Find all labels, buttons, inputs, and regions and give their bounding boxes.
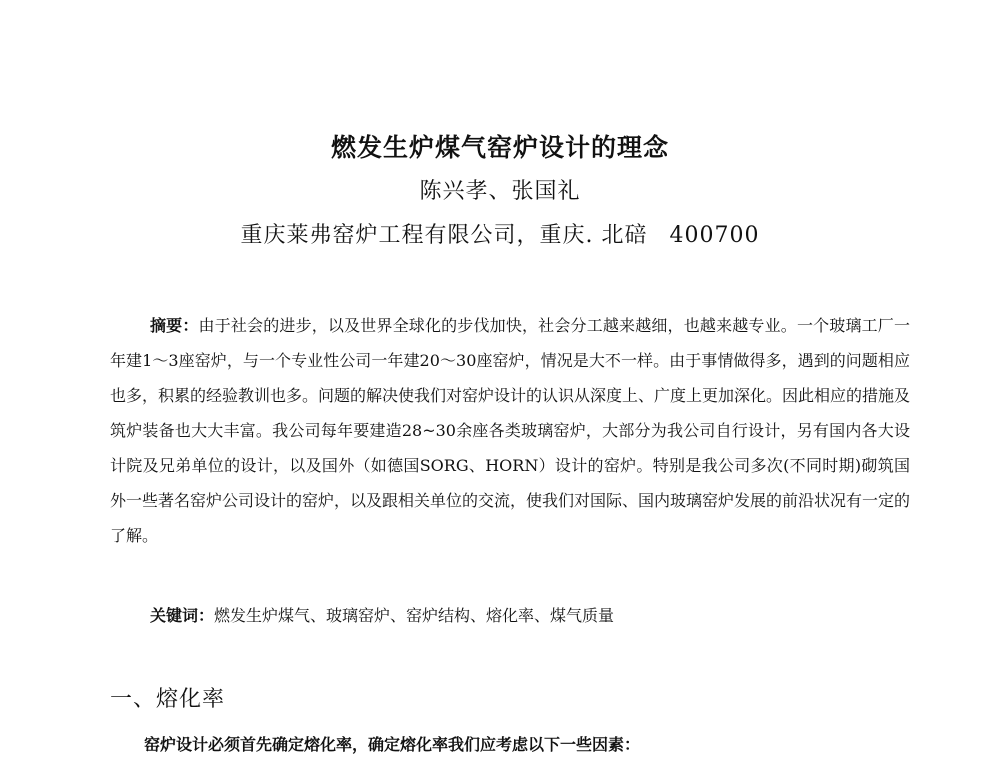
abstract-text: 由于社会的进步，以及世界全球化的步伐加快，社会分工越来越细，也越来越专业。一个玻璃工厂一年建1～3座窑炉，与一个专业性公司一年建20～30座窑炉，情况是大不一样。由于事情做得多，遇到的问题相应也多，积累的经验教训也多。问题的解决使我们对窑炉设计的认识从深度上、广度上更加深化。因此相应的措施及筑炉装备也大大丰富。我公司每年要建造28~30余座各类玻璃窑炉，大部分为我公司自行设计，另有国内各大设计院及兄弟单位的设计，以及国外（如德国SORG、HORN）设计的窑炉。特别是我公司多次(不同时期)砌筑国外一些著名窑炉公司设计的窑炉，以及跟相关单位的交流，使我们对国际、国内玻璃窑炉发展的前沿状况有一定的了解。 [110,316,911,545]
paper-affiliation-line [0,218,1000,249]
paper-authors: 陈兴孝、张国礼 [419,179,581,204]
abstract-paragraph [110,308,910,553]
keywords-line [150,603,614,626]
keywords-label: 关键词： [150,606,215,625]
postcode: 400700 [669,223,760,248]
affiliation-text: 重庆莱弗窑炉工程有限公司，重庆. 北碚 [240,223,648,248]
section-heading: 一、熔化率 [110,687,226,712]
paper-title: 燃发生炉煤气窑炉设计的理念 [330,133,669,162]
section-paragraph: 窑炉设计必须首先确定熔化率，确定熔化率我们应考虑以下一些因素： [144,735,641,754]
abstract-label: 摘要： [150,316,199,335]
keywords-text: 燃发生炉煤气、玻璃窑炉、窑炉结构、熔化率、煤气质量 [214,606,615,625]
